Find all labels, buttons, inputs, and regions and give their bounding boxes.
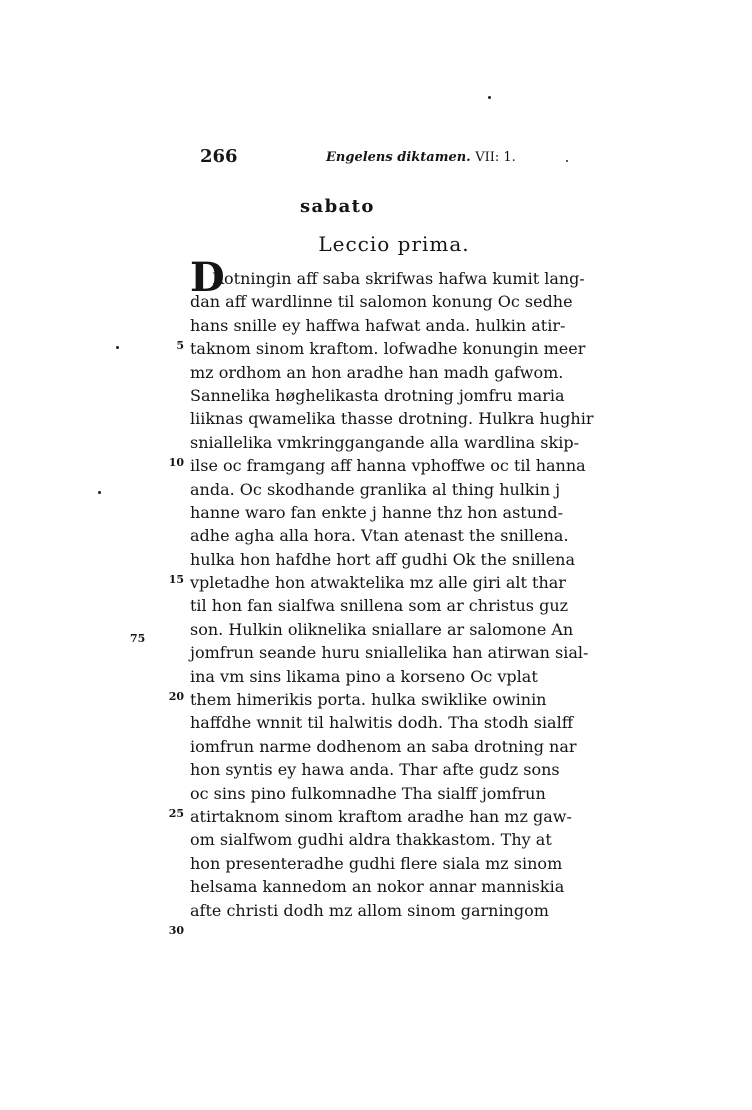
text-line: haffdhe wnnit til halwitis dodh. Tha stodh sialff (190, 713, 574, 733)
text-line: liiknas qwamelika thasse drotning. Hulkra hughir (190, 409, 594, 429)
line-number: 10 (168, 456, 184, 469)
scan-speck (488, 96, 491, 99)
chapter-ref: VII: 1. (475, 150, 516, 165)
page-header (200, 146, 540, 172)
text-line: anda. Oc skodhande granlika al thing hulkin j (190, 479, 561, 499)
text-line: atirtaknom sinom kraftom aradhe han mz gaw- (190, 806, 572, 826)
text-line: ina vm sins likama pino a korseno Oc vplat (190, 666, 538, 686)
text-line: til hon fan sialfwa snillena som ar christus guz (190, 596, 569, 616)
drop-capital: D (190, 254, 225, 301)
text-line: vpletadhe hon atwaktelika mz alle giri alt thar (190, 573, 566, 593)
text-line: adhe agha alla hora. Vtan atenast the snillena. (190, 526, 569, 546)
page-number: 266 (200, 146, 238, 167)
text-line: Sannelika høghelikasta drotning jomfru maria (190, 385, 565, 405)
text-line: hans snille ey haffwa hafwat anda. hulkin atir- (190, 315, 566, 335)
text-line: afte christi dodh mz allom sinom garningom (190, 900, 549, 920)
text-line: om sialfwom gudhi aldra thakkastom. Thy at (190, 830, 552, 850)
text-line: hon presenteradhe gudhi flere siala mz sinom (190, 853, 563, 873)
text-line: them himerikis porta. hulka swiklike owinin (190, 690, 547, 710)
line-number: 30 (168, 924, 184, 937)
body-text (190, 267, 594, 922)
margin-note: 75 (130, 632, 146, 645)
scan-speck (566, 160, 568, 162)
text-line: Rotningin aff saba skrifwas hafwa kumit lang- (212, 269, 585, 288)
section-title: sabato (300, 196, 375, 217)
scan-speck (98, 491, 101, 494)
line-number: 15 (168, 573, 184, 586)
scan-speck (116, 346, 119, 349)
text-line: hulka hon hafdhe hort aff gudhi Ok the snillena (190, 549, 575, 569)
text-line: sniallelika vmkringgangande alla wardlina skip- (190, 432, 579, 452)
line-number: 25 (168, 807, 184, 820)
text-line: taknom sinom kraftom. lofwadhe konungin meer (190, 339, 586, 359)
text-line: ilse oc framgang aff hanna vphoffwe oc til hanna (190, 456, 586, 476)
section-subtitle: Leccio prima. (318, 232, 470, 256)
text-line: jomfrun seande huru sniallelika han atirwan sial- (190, 643, 589, 663)
text-line: iomfrun narme dodhenom an saba drotning nar (190, 736, 577, 756)
running-head (326, 150, 516, 165)
text-line: dan aff wardlinne til salomon konung Oc sedhe (190, 292, 573, 312)
text-line: mz ordhom an hon aradhe han madh gafwom. (190, 362, 564, 382)
line-number: 20 (168, 690, 184, 703)
text-line: son. Hulkin oliknelika sniallare ar salomone An (190, 619, 574, 639)
text-line: hanne waro fan enkte j hanne thz hon astund- (190, 502, 563, 522)
running-title: Engelens diktamen. (326, 150, 471, 165)
text-line: hon syntis ey hawa anda. Thar afte gudz sons (190, 760, 560, 780)
text-line: helsama kannedom an nokor annar manniskia (190, 877, 565, 897)
text-line: oc sins pino fulkomnadhe Tha sialff jomfrun (190, 783, 546, 803)
line-number: 5 (176, 339, 184, 352)
